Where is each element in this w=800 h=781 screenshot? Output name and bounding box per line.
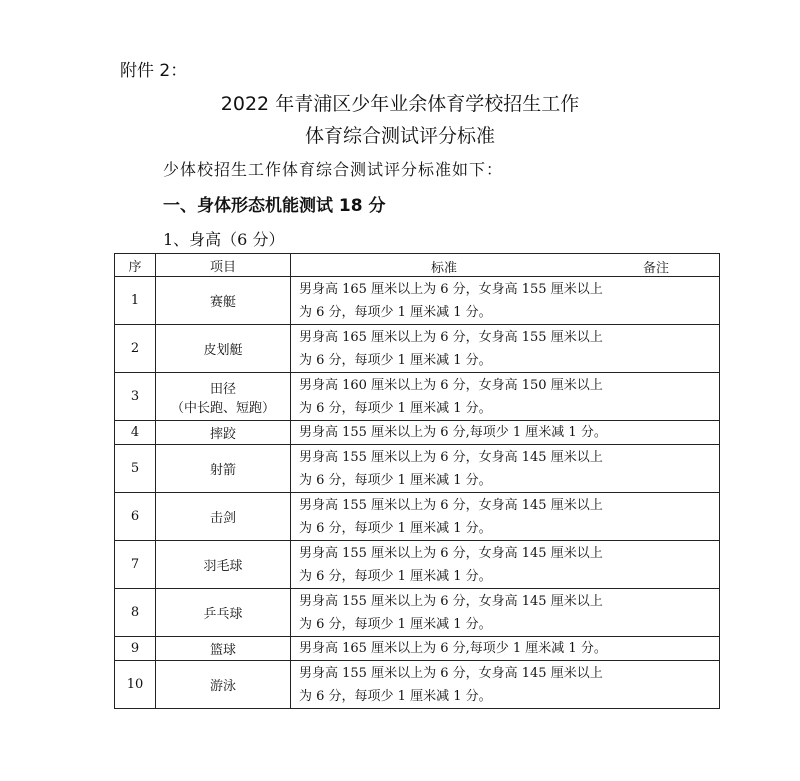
item-name: 击剑	[209, 511, 236, 526]
row-item	[156, 637, 291, 661]
table-row	[115, 277, 720, 325]
row-standard	[291, 541, 720, 589]
row-number: 7	[115, 541, 156, 589]
table-row	[115, 421, 720, 445]
table-row	[115, 589, 720, 637]
item-name: 赛艇	[209, 295, 236, 310]
row-standard	[291, 589, 720, 637]
standard-line2: 为 6 分，每项少 1 厘米减 1 分。	[299, 352, 492, 368]
row-number: 3	[115, 373, 156, 421]
row-item	[156, 589, 291, 637]
row-number: 9	[115, 637, 156, 661]
standard-line1: 男身高 165 厘米以上为 6 分，女身高 155 厘米以上	[299, 329, 603, 345]
header-standard-note	[291, 254, 720, 277]
standard-line1: 男身高 155 厘米以上为 6 分，女身高 145 厘米以上	[299, 545, 603, 561]
standard-line1: 男身高 155 厘米以上为 6 分，女身高 145 厘米以上	[299, 665, 603, 681]
header-note: 备注	[643, 261, 670, 276]
table-header-row	[115, 254, 720, 277]
standard-line1: 男身高 155 厘米以上为 6 分，女身高 145 厘米以上	[299, 497, 603, 513]
item-name: 羽毛球	[203, 559, 243, 574]
row-item	[156, 541, 291, 589]
table-row	[115, 445, 720, 493]
standard-line1: 男身高 155 厘米以上为 6 分，女身高 145 厘米以上	[299, 449, 603, 465]
row-number: 5	[115, 445, 156, 493]
subsection-heading: 1、身高（6 分）	[163, 230, 285, 249]
row-number: 4	[115, 421, 156, 445]
standard-line1: 男身高 155 厘米以上为 6 分，女身高 145 厘米以上	[299, 593, 603, 609]
item-name: 乒乓球	[203, 607, 243, 622]
standard-line2: 为 6 分，每项少 1 厘米减 1 分。	[299, 616, 492, 632]
scoring-table	[114, 253, 720, 709]
attachment-label: 附件 2：	[120, 61, 188, 81]
item-name: 摔跤	[209, 427, 236, 442]
section-heading: 一、身体形态机能测试 18 分	[163, 196, 386, 216]
table-row	[115, 493, 720, 541]
row-number: 1	[115, 277, 156, 325]
row-standard	[291, 445, 720, 493]
row-standard	[291, 373, 720, 421]
standard-line2: 为 6 分，每项少 1 厘米减 1 分。	[299, 568, 492, 584]
row-number: 6	[115, 493, 156, 541]
item-subname: （中长跑、短跑）	[170, 400, 275, 416]
row-item	[156, 277, 291, 325]
standard-line1: 男身高 160 厘米以上为 6 分，女身高 150 厘米以上	[299, 377, 603, 393]
document-title-line1: 2022 年青浦区少年业余体育学校招生工作	[220, 93, 580, 115]
table-row	[115, 661, 720, 709]
row-standard	[291, 277, 720, 325]
row-item	[156, 325, 291, 373]
document-title-line2: 体育综合测试评分标准	[304, 125, 495, 147]
item-name: 田径	[209, 381, 236, 397]
table-row	[115, 541, 720, 589]
row-item	[156, 661, 291, 709]
standard-line2: 为 6 分，每项少 1 厘米减 1 分。	[299, 520, 492, 536]
item-name: 皮划艇	[203, 343, 243, 358]
item-name: 篮球	[209, 643, 236, 658]
table-row	[115, 637, 720, 661]
row-standard	[291, 421, 720, 445]
standard-line2: 为 6 分，每项少 1 厘米减 1 分。	[299, 472, 492, 488]
table-row	[115, 373, 720, 421]
row-standard	[291, 325, 720, 373]
row-number: 8	[115, 589, 156, 637]
row-item	[156, 421, 291, 445]
item-name: 射箭	[209, 463, 236, 478]
row-item	[156, 373, 291, 421]
standard-line1: 男身高 165 厘米以上为 6 分，女身高 155 厘米以上	[299, 281, 603, 297]
row-number: 2	[115, 325, 156, 373]
standard-line2: 为 6 分，每项少 1 厘米减 1 分。	[299, 688, 492, 704]
intro-text: 少体校招生工作体育综合测试评分标准如下：	[163, 160, 504, 179]
row-item	[156, 493, 291, 541]
row-standard	[291, 637, 720, 661]
header-item: 项目	[156, 254, 291, 277]
standard-line1: 男身高 165 厘米以上为 6 分,每项少 1 厘米减 1 分。	[299, 641, 607, 656]
table-row	[115, 325, 720, 373]
row-item	[156, 445, 291, 493]
row-number: 10	[115, 661, 156, 709]
row-standard	[291, 661, 720, 709]
standard-line1: 男身高 155 厘米以上为 6 分,每项少 1 厘米减 1 分。	[299, 425, 607, 440]
header-standard: 标准	[431, 261, 458, 276]
item-name: 游泳	[209, 679, 236, 694]
standard-line2: 为 6 分，每项少 1 厘米减 1 分。	[299, 400, 492, 416]
header-no: 序	[115, 254, 156, 277]
row-standard	[291, 493, 720, 541]
standard-line2: 为 6 分，每项少 1 厘米减 1 分。	[299, 304, 492, 320]
